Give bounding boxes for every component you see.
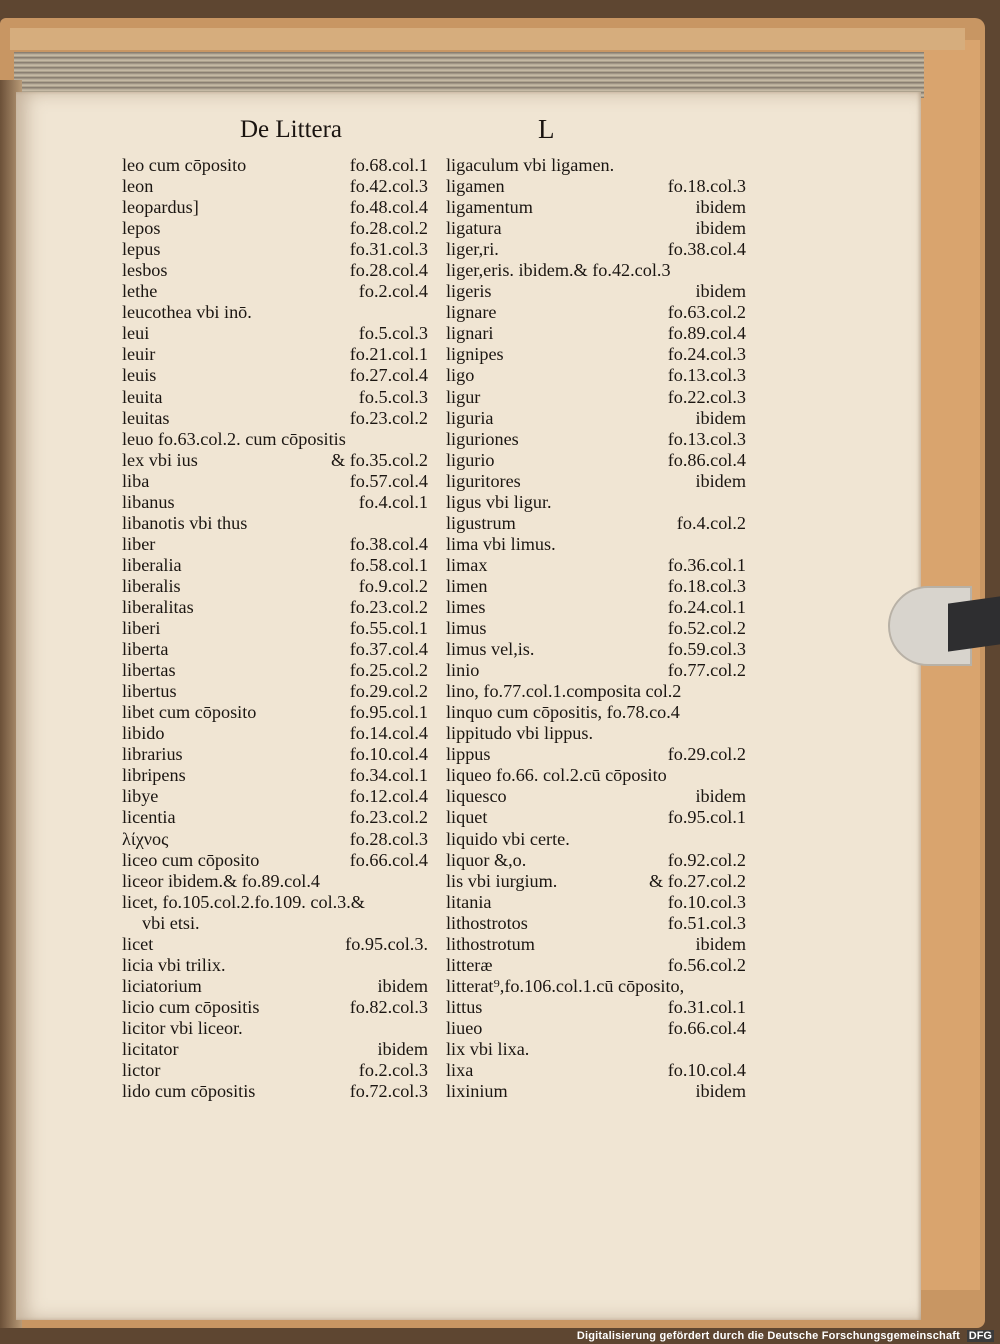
index-term: ligustrum (446, 512, 516, 533)
index-entry (446, 618, 746, 639)
index-term: licet (122, 933, 154, 954)
index-entry (122, 429, 428, 450)
index-reference: fo.95.col.1 (667, 807, 746, 828)
index-entry (122, 408, 428, 429)
index-reference: fo.86.col.4 (667, 449, 746, 470)
index-reference: fo.14.col.4 (349, 723, 428, 744)
index-term: liger,eris. ibidem.& fo.42.col.3 (446, 260, 671, 281)
index-term: libripens (122, 765, 186, 786)
index-entry (446, 450, 746, 471)
index-entry (122, 997, 428, 1018)
index-reference: fo.4.col.1 (358, 491, 428, 512)
index-term: liberalia (122, 554, 182, 575)
index-reference: fo.68.col.1 (349, 155, 428, 175)
index-entry (446, 429, 746, 450)
index-term: liguria (446, 407, 494, 428)
index-term: limes (446, 596, 486, 617)
index-reference: fo.95.col.3. (345, 933, 428, 954)
index-reference: fo.2.col.3 (358, 1060, 428, 1081)
index-reference: ibidem (695, 218, 746, 239)
index-entry (122, 218, 428, 239)
clasp-band (948, 596, 1000, 651)
index-term: leo cum cōposito (122, 155, 247, 175)
index-entry (122, 639, 428, 660)
index-term: lixinium (446, 1081, 508, 1102)
index-term: liquet (446, 807, 488, 828)
index-term: liquido vbi certe. (446, 828, 570, 849)
index-entry (446, 471, 746, 492)
index-reference: fo.27.col.4 (349, 365, 428, 386)
index-entry (446, 197, 746, 218)
index-entry (446, 1018, 746, 1039)
index-reference: fo.95.col.1 (349, 702, 428, 723)
index-entry (446, 597, 746, 618)
index-reference: fo.18.col.3 (667, 176, 746, 197)
index-reference: fo.24.col.1 (667, 596, 746, 617)
index-reference: fo.31.col.3 (349, 239, 428, 260)
index-reference: ibidem (695, 1081, 746, 1102)
index-term: ligatura (446, 218, 502, 239)
index-term: licentia (122, 807, 176, 828)
index-term: lima vbi limus. (446, 533, 556, 554)
index-reference: fo.58.col.1 (349, 554, 428, 575)
index-term: littus (446, 996, 483, 1017)
index-term: linio (446, 660, 480, 681)
index-reference: fo.13.col.3 (667, 365, 746, 386)
index-term: ligamen (446, 176, 505, 197)
index-entry (122, 471, 428, 492)
index-reference: fo.66.col.4 (667, 1017, 746, 1038)
index-entry (446, 260, 746, 281)
index-term: licitator (122, 1038, 179, 1059)
index-term: lixa (446, 1060, 474, 1081)
index-entry (446, 365, 746, 386)
index-term: lepos (122, 218, 161, 239)
index-term: liberta (122, 639, 169, 660)
index-entry (446, 387, 746, 408)
index-reference: fo.13.col.3 (667, 428, 746, 449)
index-term: leuita (122, 386, 163, 407)
index-reference: ibidem (695, 197, 746, 218)
index-reference: fo.29.col.2 (349, 681, 428, 702)
index-term: leucothea vbi inō. (122, 302, 252, 323)
index-entry (122, 260, 428, 281)
index-entry (446, 323, 746, 344)
index-term: leuo fo.63.col.2. cum cōpositis (122, 428, 346, 449)
index-entry (446, 1039, 746, 1060)
index-entry (122, 976, 428, 997)
index-entry (122, 155, 428, 176)
index-reference: fo.2.col.4 (358, 281, 428, 302)
index-reference: fo.38.col.4 (349, 533, 428, 554)
index-term: lethe (122, 281, 158, 302)
index-entry (122, 555, 428, 576)
index-term: lithostrotum (446, 933, 535, 954)
index-reference: fo.21.col.1 (349, 344, 428, 365)
index-term: leon (122, 176, 154, 197)
index-term: licitor vbi liceor. (122, 1017, 243, 1038)
index-entry (122, 197, 428, 218)
index-entry (122, 913, 428, 934)
right-index-column (446, 155, 746, 1102)
index-entry (122, 744, 428, 765)
index-entry (446, 155, 746, 176)
index-term: liciatorium (122, 975, 202, 996)
index-entry (122, 365, 428, 386)
index-term: leuir (122, 344, 156, 365)
index-entry (446, 492, 746, 513)
index-reference: ibidem (695, 281, 746, 302)
index-entry (122, 387, 428, 408)
index-entry (446, 408, 746, 429)
index-reference: ibidem (695, 470, 746, 491)
index-entry (122, 176, 428, 197)
index-term: lido cum cōpositis (122, 1081, 256, 1102)
index-term: linquo cum cōpositis, fo.78.co.4 (446, 702, 680, 723)
index-reference: fo.28.col.4 (349, 260, 428, 281)
index-term: liceor ibidem.& fo.89.col.4 (122, 870, 320, 891)
index-entry (122, 513, 428, 534)
index-entry (122, 892, 428, 913)
index-reference: fo.28.col.2 (349, 218, 428, 239)
index-reference: fo.37.col.4 (349, 639, 428, 660)
index-term: liba (122, 470, 150, 491)
index-term: libanus (122, 491, 175, 512)
index-term: liquesco (446, 786, 507, 807)
index-term: lesbos (122, 260, 168, 281)
index-reference: fo.42.col.3 (349, 176, 428, 197)
index-term: libye (122, 786, 159, 807)
index-entry (122, 723, 428, 744)
index-reference: fo.48.col.4 (349, 197, 428, 218)
index-reference: fo.18.col.3 (667, 575, 746, 596)
dfg-logo: DFG (968, 1330, 992, 1342)
clasp-strap (888, 586, 1000, 662)
funding-credit: Digitalisierung gefördert durch die Deutsche Forschungsgemeinschaft (576, 1330, 960, 1342)
index-term: limus vel,is. (446, 639, 535, 660)
index-entry (122, 829, 428, 850)
index-reference: fo.55.col.1 (349, 618, 428, 639)
index-term: ligus vbi ligur. (446, 491, 552, 512)
index-term: leuis (122, 365, 157, 386)
index-reference: ibidem (695, 786, 746, 807)
index-reference: fo.5.col.3 (358, 386, 428, 407)
index-term: limen (446, 575, 488, 596)
index-reference: fo.59.col.3 (667, 639, 746, 660)
index-entry (446, 513, 746, 534)
index-reference: ibidem (695, 933, 746, 954)
index-entry (446, 807, 746, 828)
index-term: libanotis vbi thus (122, 512, 248, 533)
index-reference: fo.34.col.1 (349, 765, 428, 786)
index-entry (122, 302, 428, 323)
index-entry (122, 955, 428, 976)
index-reference: fo.4.col.2 (676, 512, 746, 533)
index-reference: fo.23.col.2 (349, 407, 428, 428)
index-entry (446, 555, 746, 576)
index-term: lictor (122, 1060, 161, 1081)
index-entry (446, 786, 746, 807)
index-entry (122, 765, 428, 786)
index-term: licio cum cōpositis (122, 996, 260, 1017)
index-entry (446, 765, 746, 786)
index-reference: fo.38.col.4 (667, 239, 746, 260)
index-reference: fo.28.col.3 (349, 828, 428, 849)
index-entry (446, 1060, 746, 1081)
index-entry (122, 786, 428, 807)
index-term: leuitas (122, 407, 170, 428)
index-reference: fo.56.col.2 (667, 954, 746, 975)
index-term: liqueo fo.66. col.2.cū cōposito (446, 765, 667, 786)
index-reference: ibidem (695, 407, 746, 428)
index-entry (446, 702, 746, 723)
index-term: lix vbi lixa. (446, 1038, 530, 1059)
index-entry (446, 934, 746, 955)
index-term: lignari (446, 323, 494, 344)
index-reference: fo.10.col.3 (667, 891, 746, 912)
index-term: librarius (122, 744, 183, 765)
index-entry (122, 807, 428, 828)
index-reference: fo.36.col.1 (667, 554, 746, 575)
index-reference: fo.72.col.3 (349, 1081, 428, 1102)
index-entry (446, 681, 746, 702)
index-reference: fo.25.col.2 (349, 660, 428, 681)
index-term: lignare (446, 302, 497, 323)
index-term: ligurio (446, 449, 495, 470)
index-entry (122, 450, 428, 471)
index-reference: fo.57.col.4 (349, 470, 428, 491)
index-term: ligur (446, 386, 481, 407)
index-term: libertas (122, 660, 176, 681)
running-header: De Littera (240, 116, 343, 143)
index-term: liguriones (446, 428, 519, 449)
index-term: lex vbi ius (122, 449, 198, 470)
index-entry (446, 1081, 746, 1102)
index-term: lignipes (446, 344, 504, 365)
index-entry (122, 239, 428, 260)
index-term: licia vbi trilix. (122, 954, 226, 975)
index-reference: fo.29.col.2 (667, 744, 746, 765)
index-term: lippus (446, 744, 491, 765)
index-entry (122, 618, 428, 639)
index-entry (446, 176, 746, 197)
index-term: lepus (122, 239, 161, 260)
index-entry (446, 955, 746, 976)
page-top-edge (10, 28, 965, 50)
index-entry (122, 1081, 428, 1102)
index-entry (122, 1018, 428, 1039)
index-term: libertus (122, 681, 177, 702)
index-term: liberalitas (122, 596, 194, 617)
index-term: liber (122, 533, 156, 554)
index-term: ligo (446, 365, 475, 386)
index-term: libet cum cōposito (122, 702, 257, 723)
index-term: litterat⁹,fo.106.col.1.cū cōposito, (446, 975, 685, 996)
index-entry (446, 239, 746, 260)
index-term: litania (446, 891, 492, 912)
index-entry (446, 892, 746, 913)
index-reference: fo.31.col.1 (667, 996, 746, 1017)
index-reference: fo.10.col.4 (667, 1060, 746, 1081)
index-reference: fo.23.col.2 (349, 807, 428, 828)
index-entry (122, 492, 428, 513)
index-entry (122, 850, 428, 871)
index-entry (122, 281, 428, 302)
index-reference: fo.92.col.2 (667, 849, 746, 870)
index-entry (446, 997, 746, 1018)
index-reference: fo.63.col.2 (667, 302, 746, 323)
index-entry (446, 976, 746, 997)
index-reference: & fo.27.col.2 (649, 870, 746, 891)
index-entry (446, 850, 746, 871)
index-reference: fo.52.col.2 (667, 618, 746, 639)
index-entry (446, 576, 746, 597)
index-reference: fo.89.col.4 (667, 323, 746, 344)
index-entry (446, 723, 746, 744)
index-entry (122, 1039, 428, 1060)
index-term: litteræ (446, 954, 493, 975)
index-entry (446, 218, 746, 239)
index-term: leopardus] (122, 197, 199, 218)
index-term: ligamentum (446, 197, 533, 218)
index-term: liguritores (446, 470, 521, 491)
index-reference: & fo.35.col.2 (331, 449, 428, 470)
index-term: liberi (122, 618, 161, 639)
index-reference: fo.22.col.3 (667, 386, 746, 407)
index-term: limus (446, 618, 487, 639)
index-reference: fo.77.col.2 (667, 660, 746, 681)
index-term: lino, fo.77.col.1.composita col.2 (446, 681, 682, 702)
index-term: leui (122, 323, 150, 344)
index-term: liberalis (122, 575, 181, 596)
index-entry (122, 534, 428, 555)
index-entry (122, 576, 428, 597)
index-reference: fo.9.col.2 (358, 575, 428, 596)
index-reference: fo.23.col.2 (349, 596, 428, 617)
index-reference: fo.66.col.4 (349, 849, 428, 870)
index-term: limax (446, 554, 488, 575)
index-entry (122, 660, 428, 681)
index-entry (122, 1060, 428, 1081)
index-term: ligaculum vbi ligamen. (446, 155, 615, 175)
index-entry (446, 344, 746, 365)
index-entry (446, 639, 746, 660)
index-reference: fo.12.col.4 (349, 786, 428, 807)
index-term: licet, fo.105.col.2.fo.109. col.3.& (122, 891, 365, 912)
index-entry (122, 871, 428, 892)
index-entry (446, 829, 746, 850)
index-term: liceo cum cōposito (122, 849, 260, 870)
index-term: lis vbi iurgium. (446, 870, 558, 891)
left-index-column (122, 155, 428, 1102)
index-term: liueo (446, 1017, 483, 1038)
index-entry (122, 323, 428, 344)
index-entry (122, 681, 428, 702)
index-entry (446, 302, 746, 323)
index-term: lithostrotos (446, 912, 528, 933)
index-entry (446, 534, 746, 555)
index-entry (446, 281, 746, 302)
index-reference: ibidem (377, 1038, 428, 1059)
index-reference: fo.5.col.3 (358, 323, 428, 344)
index-entry (446, 660, 746, 681)
index-entry (122, 702, 428, 723)
index-term: lippitudo vbi lippus. (446, 723, 594, 744)
index-reference: fo.24.col.3 (667, 344, 746, 365)
index-entry (446, 744, 746, 765)
index-term: λίχνος (122, 828, 169, 849)
index-reference: fo.10.col.4 (349, 744, 428, 765)
index-term: ligeris (446, 281, 492, 302)
index-term: liger,ri. (446, 239, 499, 260)
index-entry (122, 344, 428, 365)
index-entry (446, 913, 746, 934)
index-term: liquor &,o. (446, 849, 527, 870)
index-term: vbi etsi. (142, 912, 200, 933)
index-reference: fo.51.col.3 (667, 912, 746, 933)
section-letter: L (538, 114, 555, 144)
index-entry (122, 934, 428, 955)
index-reference: fo.82.col.3 (349, 996, 428, 1017)
index-entry (122, 597, 428, 618)
index-reference: ibidem (377, 975, 428, 996)
index-entry (446, 871, 746, 892)
index-term: libido (122, 723, 165, 744)
